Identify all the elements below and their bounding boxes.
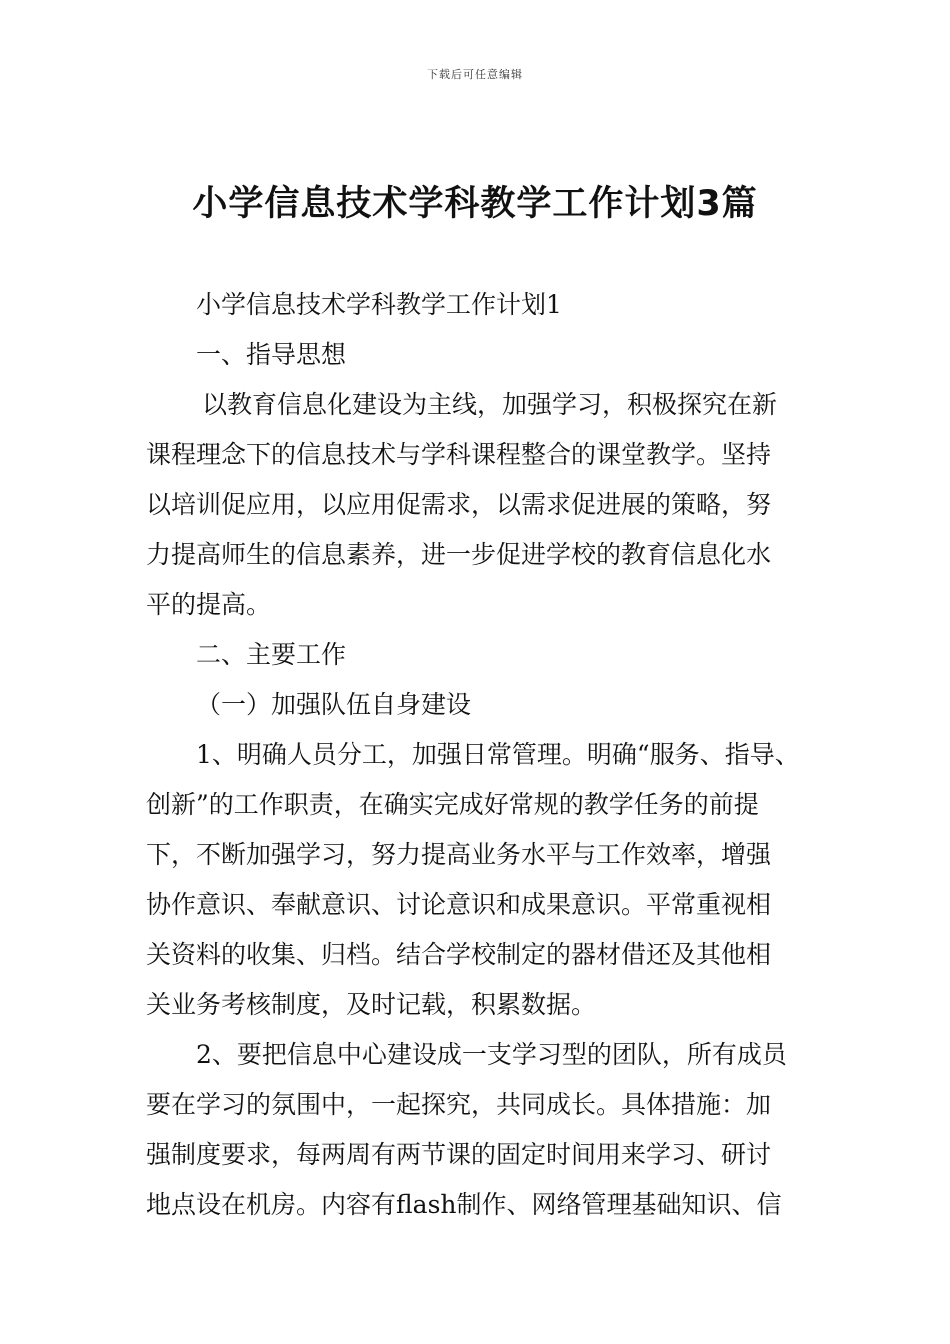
paragraph-line: 以教育信息化建设为主线，加强学习，积极探究在新	[202, 390, 778, 419]
paragraph-line: 力提高师生的信息素养，进一步促进学校的教育信息化水	[146, 540, 772, 569]
paragraph-line: 协作意识、奉献意识、讨论意识和成果意识。平常重视相	[146, 890, 772, 919]
paragraph-line: 以培训促应用，以应用促需求，以需求促进展的策略，努	[146, 490, 772, 519]
paragraph-line: 创新”的工作职责，在确实完成好常规的教学任务的前提	[146, 790, 759, 819]
paragraph-line: 1、明确人员分工，加强日常管理。明确“服务、指导、	[196, 740, 800, 769]
paragraph-line: 下，不断加强学习，努力提高业务水平与工作效率，增强	[146, 840, 772, 869]
paragraph-line: 关业务考核制度，及时记载，积累数据。	[146, 990, 597, 1019]
header-note: 下载后可任意编辑	[427, 68, 523, 81]
paragraph-line: 课程理念下的信息技术与学科课程整合的课堂教学。坚持	[146, 440, 772, 469]
section-subtitle: 小学信息技术学科教学工作计划1	[196, 290, 562, 319]
section-heading-1: 一、指导思想	[196, 340, 347, 369]
paragraph-line: 强制度要求，每两周有两节课的固定时间用来学习、研讨	[146, 1140, 772, 1169]
section-heading-2: 二、主要工作	[196, 640, 347, 669]
document-title: 小学信息技术学科教学工作计划3篇	[192, 184, 758, 224]
paragraph-line: 要在学习的氛围中，一起探究，共同成长。具体措施：加	[146, 1090, 772, 1119]
subsection-heading-1: （一）加强队伍自身建设	[196, 690, 472, 719]
paragraph-line: 关资料的收集、归档。结合学校制定的器材借还及其他相	[146, 940, 772, 969]
paragraph-line: 地点设在机房。内容有flash制作、网络管理基础知识、信	[146, 1190, 782, 1219]
paragraph-line: 平的提高。	[146, 590, 272, 619]
document-body	[146, 280, 814, 1230]
paragraph-line: 2、要把信息中心建设成一支学习型的团队，所有成员	[196, 1040, 787, 1069]
